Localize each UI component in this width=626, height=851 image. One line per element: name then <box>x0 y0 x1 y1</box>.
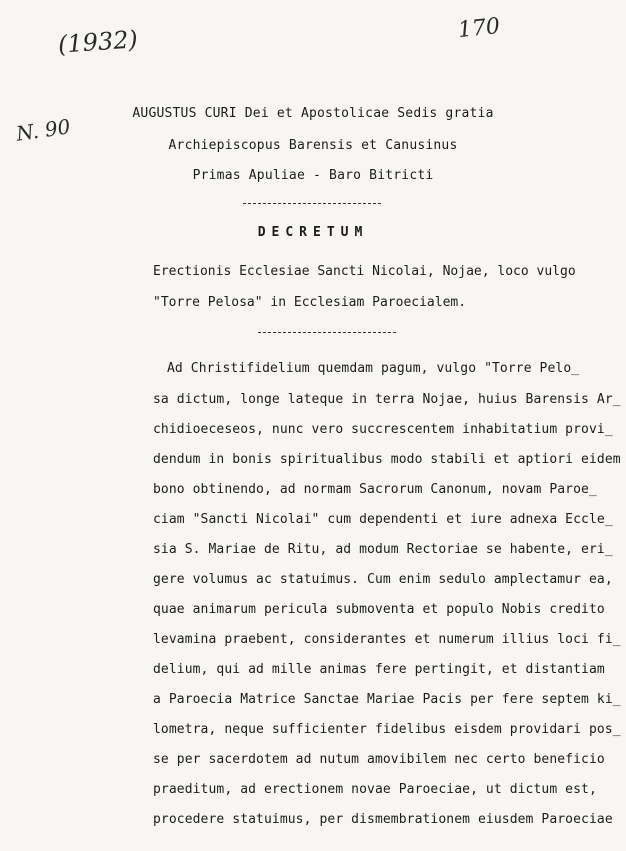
body-line: gere volumus ac statuimus. Cum enim sedulo amplectamur ea, <box>153 572 613 587</box>
body-line: sia S. Mariae de Ritu, ad modum Rectoriae se habente, eri_ <box>153 542 613 557</box>
separator-rule <box>258 332 396 333</box>
body-line: delium, qui ad mille animas fere pertingit, et distantiam <box>153 662 605 677</box>
body-line: praeditum, ad erectionem novae Paroeciae, ut dictum est, <box>153 782 597 797</box>
body-line: ciam "Sancti Nicolai" cum dependenti et iure adnexa Eccle_ <box>153 512 613 527</box>
body-line: sa dictum, longe lateque in terra Nojae, huius Barensis Ar_ <box>153 392 621 407</box>
body-line: bono obtinendo, ad normam Sacrorum Canonum, novam Paroe_ <box>153 482 597 497</box>
handwritten-year: (1932) <box>57 25 139 59</box>
body-line: chidioeceseos, nunc vero succrescentem inhabitatium provi_ <box>153 422 613 437</box>
body-line: dendum in bonis spiritualibus modo stabili et aptiori eidem <box>153 452 621 467</box>
body-line: a Paroecia Matrice Sanctae Mariae Pacis per fere septem ki_ <box>153 692 621 707</box>
subject-line-1: Erectionis Ecclesiae Sancti Nicolai, Nojae, loco vulgo <box>153 264 576 279</box>
body-line: levamina praebent, considerantes et numerum illius loci fi_ <box>153 632 621 647</box>
subject-line-2: "Torre Pelosa" in Ecclesiam Paroecialem. <box>153 295 467 310</box>
separator-rule <box>243 203 381 204</box>
handwritten-document-number: N. 90 <box>14 114 72 146</box>
body-line: lometra, neque sufficienter fidelibus eisdem providari pos_ <box>153 722 621 737</box>
body-line: Ad Christifidelium quemdam pagum, vulgo "Torre Pelo_ <box>167 361 580 376</box>
heading-line-2: Archiepiscopus Barensis et Canusinus <box>168 138 458 153</box>
heading-line-3: Primas Apuliae - Baro Bitricti <box>192 168 434 183</box>
handwritten-page-number: 170 <box>456 13 502 44</box>
body-line: se per sacerdotem ad nutum amovibilem nec certo beneficio <box>153 752 605 767</box>
body-line: procedere statuimus, per dismembrationem eiusdem Paroeciae <box>153 812 613 827</box>
heading-line-1: AUGUSTUS CURI Dei et Apostolicae Sedis gratia <box>132 106 494 121</box>
document-title: DECRETUM <box>257 225 369 240</box>
body-line: quae animarum pericula submoventa et populo Nobis credito <box>153 602 605 617</box>
